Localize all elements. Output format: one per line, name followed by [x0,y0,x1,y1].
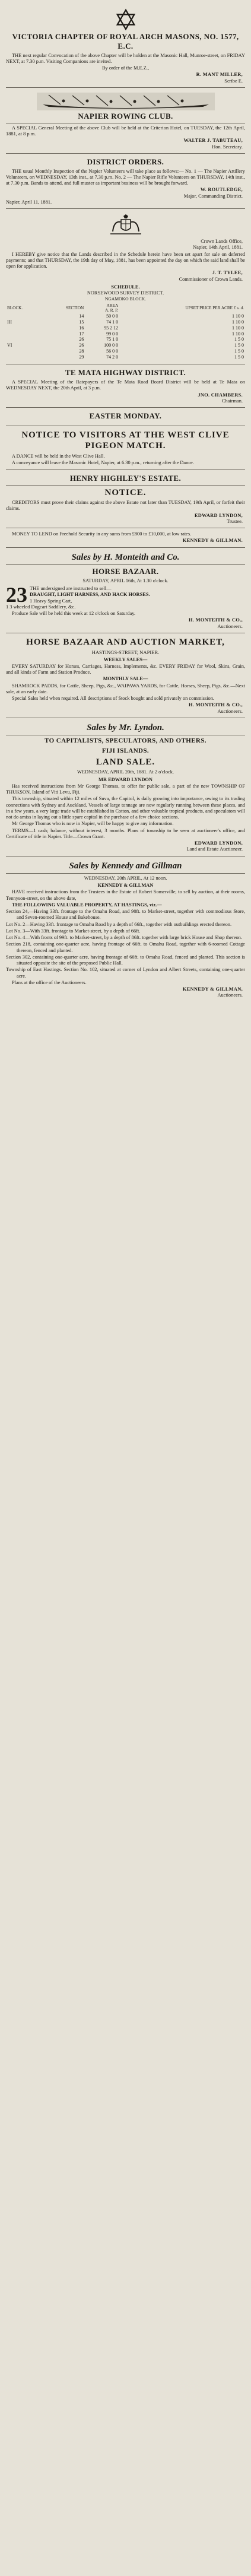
schedule-cell-block [6,337,43,342]
monteith-intro: THE undersigned are instructed to sell— [30,586,112,592]
bazaar-monthly: SHAMROCK PADDS, for Cattle, Sheep, Pigs, &c., WAIPAWA YARDS, for Cattle, Horses, Sheep, Pigs, &c.—Next sale, at an early date. [6,683,245,694]
schedule-cell-area: 56 0 0 [106,348,119,354]
schedule-cell-section: 14 [79,313,84,319]
monteith-signer: H. MONTEITH & CO., Auctioneers. [188,617,243,629]
lot-item: Section 24,—Having 33ft. frontage to the Omahu Road, and 90ft. to Market-street, together with commodious Store, and Seven-roomed House and Bakehouse. [6,909,245,921]
schedule-cell-block [6,354,43,360]
bazaar-signer: H. MONTEITH & CO., Auctioneers. [188,702,243,714]
schedule-row [6,325,245,331]
schedule-cell-section: 29 [79,354,84,360]
crown-body: I HEREBY give notice that the Lands described in the Schedule herein have been set apart for sale on deferred payments; and that THURSDAY, the 19th day of May, 1881, has been appointed the day on which the said land shall be open for application. [6,251,245,269]
divider [6,873,245,874]
schedule-cell-price: 1 5 0 [234,354,244,360]
col-section: SECTION [65,306,84,311]
highley-signer: EDWARD LYNDON, Trustee. [194,512,243,524]
easter-ad [6,408,245,426]
col-price: UPSET PRICE PER ACRE £ s. d. [185,306,244,311]
rowing-signer: WALTER J. TABUTEAU, Hon. Secretary. [183,138,243,150]
monteith-date: SATURDAY, APRIL 16th, At 1.30 o'clock. [82,578,169,583]
bazaar-weekly: EVERY SATURDAY for Horses, Carriages, Harness, Implements, &c. EVERY FRIDAY for Wool, Skins, Grain, and all kinds of Farm and Station Produce. [6,663,245,675]
money-signer: KENNEDY & GILLMAN. [182,538,243,544]
lyndon-terms: TERMS—1 cash; balance, without interest, 3 months. Plans of township to be seen at auctioneer's office, and Certificate of title in Napier. Title—Crown Grant. [6,827,245,839]
monteith-banner: Sales by H. Monteith and Co. [71,552,180,562]
schedule-row [6,313,245,319]
schedule-cell-section: 28 [79,348,84,354]
bazaar-ad [6,633,245,718]
highley-title: HENRY HIGHLEY'S ESTATE. [69,474,182,483]
district-body: THE usual Monthly Inspection of the Napier Volunteers will take place as follows:— No. 1 — The Napier Artillery Volunteers, on WEDNESDAY, 13th inst., at 7.30 p.m. No. 2 — The Napier Rifle Volunteers on THURSDAY, 14th inst., at 7.30 p.m. Bands to attend, and full muster as important business will be brought forward. [6,168,245,186]
money-ad [6,528,245,548]
lyndon-title2: FIJI ISLANDS. [101,747,150,754]
schedule-cell-area: 100 0 0 [104,342,119,348]
kennedy-banner: Sales by Kennedy and Gillman [69,861,182,871]
divider [6,485,245,486]
schedule-cell-block [6,313,43,319]
bazaar-title: HORSE BAZAAR AND AUCTION MARKET, [26,637,225,647]
schedule-cell-area: 74 2 0 [106,354,119,360]
highley-body: CREDITORS must prove their claims against the above Estate not later than TUESDAY, 19th April, or forfeit their claims. [6,500,245,512]
lyndon-body2: This township, situated within 12 miles of Suva, the Capitol, is daily growing into importance, owing to its trading connections with Sydney and Auckland. Vessels of large tonnage are now regularly running between these places, and in a few years, a very large trade will be established in Cotton, and other valuable tropical products, and speculators will not do amiss in laying out a little spare capital in the purchase of a few choice sections. [6,796,245,820]
lot-item: Lot No. 2—Having 33ft. frontage to Omahu Road by a depth of 66ft., together with outbuildings erected thereon. [6,921,232,927]
crown-lands-ad [6,209,245,364]
monteith-line2: 1 Heavy Spring Cart, [30,598,72,604]
schedule-cell-area: 74 1 0 [106,319,119,325]
rowing-title: NAPIER ROWING CLUB. [78,111,173,120]
temata-ad [6,364,245,408]
highley-ad [6,470,245,528]
lyndon-date: WEDNESDAY, APRIL 20th, 1881. At 2 o'clock. [77,769,174,775]
lyndon-banner: Sales by Mr. Lyndon. [87,722,164,732]
schedule-row [6,337,245,342]
kennedy-date: WEDNESDAY, 20th APRIL, At 12 noon. [84,875,167,881]
schedule-cell-area: 50 0 0 [106,313,119,319]
schedule-cell-area: 95 2 12 [104,325,119,331]
lot-item: Section 218, containing one-quarter acre, having frontage of 66ft. to Omahu Road, together with 6-roomed Cottage thereon, fenced and planted. [6,941,245,953]
masons-title: VICTORIA CHAPTER OF ROYAL ARCH MASONS, NO. 1577, E.C. [12,32,239,50]
lot-item: Township of East Hastings. Section No. 102, situated at corner of Lyndon and Albert Streets, containing one-quarter acre. [6,967,245,979]
bazaar-weekly-title: WEEKLY SALES— [103,656,148,662]
lyndon-ad [6,718,245,856]
district-date: Napier, April 11, 1881. [6,199,52,205]
divider [6,564,245,565]
highley-notice: NOTICE. [104,487,147,497]
lot-item: Section 302, containing one-quarter acre, having frontage of 66ft. to Omahu Road, fenced and planted. This section is situated opposite the site of the proposed Public Hall. [6,954,245,966]
crown-signer: J. T. TYLEE, Commissioner of Crown Lands. [179,270,243,282]
schedule-row [6,348,245,354]
masons-body: THE next regular Convocation of the above Chapter will be holden at the Masonic Hall, Munroe-street, on FRIDAY NEXT, at 7.30 p.m. Visiting Companions are invited. [6,52,245,64]
schedule-row [6,331,245,337]
schedule-cell-block [6,325,43,331]
schedule-cell-block [6,331,43,337]
crown-office: Crown Lands Office, Napier, 14th April, 1881. [193,239,243,250]
money-body: MONEY TO LEND on Freehold Security in any sums from £800 to £10,000, at low rates. [12,531,192,537]
masons-order: By order of the M.E.Z., [101,65,150,71]
lyndon-title1: TO CAPITALISTS, SPECULATORS, AND OTHERS. [45,737,206,745]
district-title: DISTRICT ORDERS. [87,157,164,166]
schedule-block: NGAMOKO BLOCK. [104,296,147,302]
lot-item: Lot No. 3—With 33ft. frontage to Market-street, by a depth of 66ft. [6,928,141,934]
kennedy-lots [6,909,245,979]
schedule-sub: NORSEWOOD SURVEY DISTRICT. [87,290,164,296]
schedule-row [6,342,245,348]
lyndon-signer: EDWARD LYNDON, Land and Estate Auctioneer. [186,840,243,852]
schedule-cell-block: VI [7,342,12,348]
schedule-row [6,319,245,325]
monteith-line3: 1 3 wheeled Dogcart Saddlery, &c. [6,604,76,610]
schedule-cell-section: 16 [79,325,84,331]
kennedy-headline: THE FOLLOWING VALUABLE PROPERTY, AT HASTINGS, viz.— [12,902,162,908]
visitors-body2: A conveyance will leave the Masonic Hotel, Napier, at 6.30 p.m., returning after the Dance. [12,459,194,465]
masons-signer: R. MANT MILLER, Scribe E. [196,72,243,84]
schedule-cell-area: 99 0 0 [106,331,119,337]
monteith-ad [6,548,245,633]
lyndon-body3: Mr George Thomas who is now in Napier, will be happy to give any information. [12,821,174,827]
kennedy-house: KENNEDY & GILLMAN [97,883,154,889]
temata-body: A SPECIAL Meeting of the Ratepayers of the Te Mata Road Board District will be held at Te Mata on WEDNESDAY NEXT, the 20th April, at 3 p.m. [6,379,245,391]
schedule-cell-price: 1 5 0 [234,348,244,354]
kennedy-signer: KENNEDY & GILLMAN, Auctioneers. [182,986,243,998]
schedule-cell-block [6,348,43,354]
district-signer: W. ROUTLEDGE, Major, Commanding District. [183,187,243,199]
star-of-david-icon [115,8,137,31]
visitors-title: NOTICE TO VISITORS AT THE WEST CLIVE PIGEON MATCH. [21,430,230,451]
newspaper-page [0,0,251,1008]
schedule-table [6,303,245,360]
rowing-body: A SPECIAL General Meeting of the above Club will be held at the Criterion Hotel, on TUESDAY, the 12th April, 1881, at 8 p.m. [6,125,245,137]
schedule-title: SCHEDULE. [111,284,140,290]
lyndon-name: MR EDWARD LYNDON [99,776,152,782]
kennedy-ad [6,856,245,1002]
rowing-ad [6,88,245,154]
schedule-cell-price: 1 10 0 [232,319,244,325]
monteith-bignum: 23 [6,583,27,607]
lyndon-title3: LAND SALE. [96,757,155,767]
schedule-cell-price: 1 10 0 [232,313,244,319]
col-block: BLOCK. [7,306,23,311]
bazaar-monthly-title: MONTHLY SALE— [103,676,148,682]
schedule-row [6,354,245,360]
monteith-lots [6,583,245,610]
schedule-cell-section: 15 [79,319,84,325]
schedule-cell-price: 1 5 0 [234,337,244,342]
lyndon-body1: Has received instructions from Mr George Thomas, to offer for public sale, a part of the new TOWNSHIP OF THUKSON, Island of Viti Levu, Fiji. [6,783,245,795]
bazaar-sub: HASTINGS-STREET, NAPIER. [91,649,160,656]
temata-signer: JNO. CHAMBERS. Chairman. [198,392,243,404]
temata-title: TE MATA HIGHWAY DISTRICT. [65,368,186,377]
masons-ad [6,4,245,88]
kennedy-intro: HAVE received instructions from the Trustees in the Estate of Robert Somerville, to sell by auction, at their rooms, Tennyson-street, on the above date, [6,889,245,901]
visitors-ad [6,426,245,470]
schedule-cell-section: 17 [79,331,84,337]
schedule-cell-block: III [7,319,12,325]
monteith-produce: Produce Sale will be held this week at 12 o'clock on Saturday. [12,611,135,617]
schedule-cell-price: 1 10 0 [232,331,244,337]
visitors-body1: A DANCE will be held in the West Clive Hall. [12,453,105,459]
bazaar-special: Special Sales held when required. All descriptions of Stock bought and sold privately on commission. [12,696,214,702]
monteith-line1: DRAUGHT, LIGHT HARNESS, AND HACK HORSES. [30,592,150,598]
easter-title: EASTER MONDAY. [89,411,162,421]
monteith-title: HORSE BAZAAR. [92,567,159,576]
lot-item: Lot No. 4—With fronts of 99ft. to Market-street, by a depth of 86ft. together with large brick House and Shop thereon. [6,935,242,941]
schedule-cell-price: 1 5 0 [234,342,244,348]
royal-coat-of-arms-icon [108,214,144,237]
kennedy-plans: Plans at the office of the Auctioneers. [12,979,87,985]
schedule-cell-section: 26 [79,337,84,342]
schedule-cell-area: 75 1 0 [106,337,119,342]
schedule-cell-section: 26 [79,342,84,348]
schedule-cell-price: 1 10 0 [232,325,244,331]
rowing-boat-icon [37,93,215,110]
col-area: AREA A. R. P. [104,303,119,313]
district-ad [6,154,245,209]
